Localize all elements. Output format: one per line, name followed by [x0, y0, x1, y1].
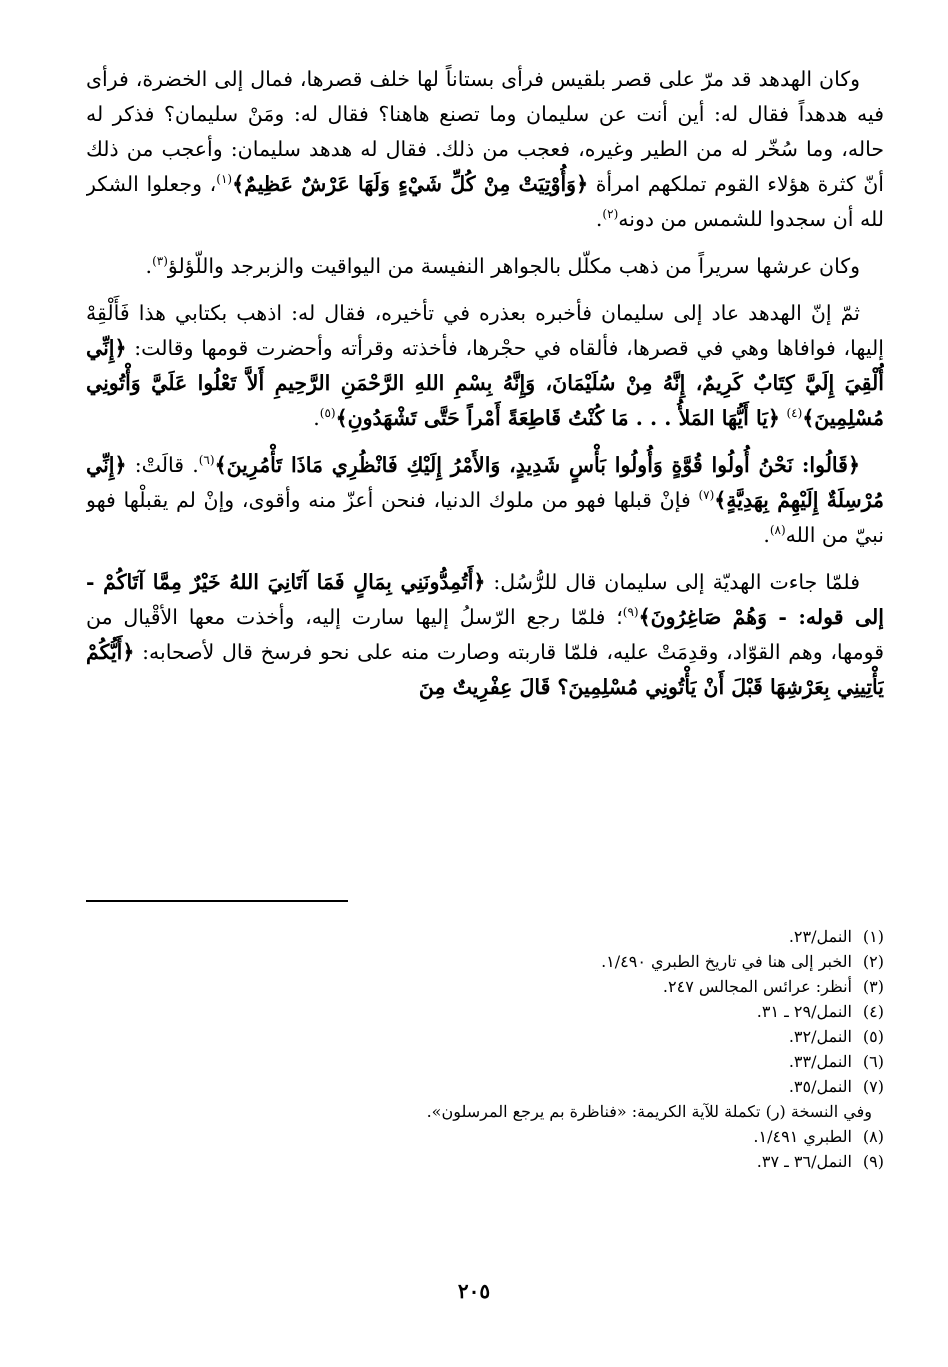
text-run: وكان الهدهد قد مرّ على قصر بلقيس فرأى بستاناً لها خلف قصرها، فمال إلى الخضرة، فرأى فيه هدهداً فقال له: أين أنت عن سليمان وما تصنع هاهنا؟ فقال له: ومَنْ سليمان؟ فذكر له حاله، وما سُخّر له من الطير وغيره، فعجب من ذلك. فقال له هدهد سليمان: وأعجب من ذلك أنّ كثرة هؤلاء القوم تملكهم امرأة [86, 67, 884, 196]
quran-quote: ﴿إِنِّي مُرْسِلَةٌ إِلَيْهِمْ بِهَدِيَّةٍ﴾ [86, 453, 884, 512]
footnote-separator [86, 900, 348, 902]
footnote-number: (٦) [862, 1052, 884, 1071]
footnote-number: (٨) [862, 1127, 884, 1146]
text-run: . [595, 207, 603, 231]
footnote-number: (٩) [862, 1152, 884, 1171]
text-run: فلمّا جاءت الهديّة إلى سليمان قال للرُّسُل: [485, 570, 860, 594]
paragraph [86, 62, 884, 237]
footnote-text: أنظر: عرائس المجالس ٢٤٧. [662, 977, 852, 996]
text-run: وكان عرشها سريراً من ذهب مكلّل بالجواهر النفيسة من اليواقيت والزبرجد واللّؤلؤ [167, 254, 860, 278]
paragraph [86, 565, 884, 705]
quran-quote: ﴿إِنِّي أُلْقِيَ إِلَيَّ كِتَابٌ كَرِيمٌ، إِنَّهُ مِنْ سُلَيْمَانَ، وَإِنَّهُ بِسْمِ اللهِ الرَّحْمَنِ الرَّحِيمِ أَلاَّ تَعْلُوا عَلَيَّ وَأْتُونِي مُسْلِمِينَ﴾ [86, 336, 884, 430]
paragraph [86, 249, 884, 284]
footnote-number: (٤) [862, 1002, 884, 1021]
footnote-number: (٢) [862, 952, 884, 971]
footnotes [86, 924, 884, 1174]
main-text [86, 62, 884, 900]
footnote-ref: (٣) [152, 254, 168, 269]
footnote [86, 1049, 884, 1074]
text-run: . قالَتْ: [126, 453, 199, 477]
paragraph [86, 448, 884, 553]
quran-quote: ﴿أَيُّكُمْ يَأْتِينِي بِعَرْشِهَا قَبْلَ أَنْ يَأْتُونِي مُسْلِمِينَ؟ قَالَ عِفْرِيتٌ مِنَ [86, 640, 884, 699]
footnote [86, 1024, 884, 1049]
footnote-ref: (١) [216, 172, 233, 187]
footnote-ref: (٥) [319, 406, 336, 421]
footnote-text: الطبري ١/٤٩١. [753, 1127, 852, 1146]
page-number: ٢٠٥ [457, 1281, 491, 1303]
footnote-separator-wrap [86, 900, 884, 902]
quran-quote: ﴿قَالُوا: نَحْنُ أُولُوا قُوَّةٍ وَأُولُوا بَأْسٍ شَدِيدٍ، وَالأَمْرُ إِلَيْكِ فَانْظُرِي مَاذَا تَأْمُرِينَ﴾ [214, 453, 860, 477]
footnote-ref: (٤) [786, 406, 803, 421]
footnote-text: النمل/٣٦ ـ ٣٧. [756, 1152, 852, 1171]
footnote-text: النمل/٣٢. [788, 1027, 852, 1046]
footnote-ref: (٧) [698, 488, 715, 503]
footnote-ref: (٨) [769, 523, 786, 538]
quran-quote: ﴿أَتُمِدُّونَنِي بِمَالٍ فَمَا آتَانِيَ اللهُ خَيْرٌ مِمَّا آتَاكُمْ - إلى قوله: - وَهُمْ صَاغِرُونَ﴾ [86, 570, 884, 629]
text-run: فإنْ قبلها فهو من ملوك الدنيا، فنحن أعزّ منه وأقوى، وإنْ لم يقبلْها فهو نبيّ من الله [86, 488, 884, 547]
footnote [86, 974, 884, 999]
footnote-number: (١) [862, 927, 884, 946]
footnote-number: (٧) [862, 1077, 884, 1096]
footnote-ref: (٩) [622, 605, 639, 620]
quran-quote: ﴿يَا أَيُّهَا المَلأُ . . . مَا كُنْتُ قَاطِعَةً أَمْراً حَتَّى تَشْهَدُونِ﴾ [335, 406, 780, 430]
footnote [86, 924, 884, 949]
text-run: . [145, 254, 153, 278]
text-run: . [313, 406, 320, 430]
text-run: ؛ فلمّا رجع الرّسلُ إليها سارت إليه، وأخذت معها الأقْيال من قومها، وهم القوّاد، وقدِمَتْ عليه، فلمّا قاربته وصارت منه على نحو فرسخ قال لأصحابه: [86, 605, 884, 664]
footnote-text: وفي النسخة (ر) تكملة للآية الكريمة: «فناظرة بم يرجع المرسلون». [426, 1102, 872, 1121]
text-run: ثمّ إنّ الهدهد عاد إلى سليمان فأخبره بعذره في تأخيره، فقال له: اذهب بكتابي هذا فَأَلْقِهْ إليها، فوافاها وهي في قصرها، فألقاه في حجْرها، فأخذته وقرأته وأحضرت قومها وقالت: [86, 301, 884, 360]
footnote-ref: (٦) [198, 453, 215, 468]
footnote-text: النمل/٣٣. [788, 1052, 852, 1071]
footnote [86, 949, 884, 974]
footnote-text: النمل/٢٩ ـ ٣١. [756, 1002, 852, 1021]
text-run: ، وجعلوا الشكر لله أن سجدوا للشمس من دونه [86, 172, 884, 231]
text-run: . [763, 523, 770, 547]
footnote-ref: (٢) [602, 207, 619, 222]
paragraph [86, 296, 884, 436]
footnote-number: (٥) [862, 1027, 884, 1046]
footnote-text: الخبر إلى هنا في تاريخ الطبري ١/٤٩٠. [601, 952, 852, 971]
footnote [86, 1149, 884, 1174]
footnote [86, 1074, 884, 1099]
footnote [86, 1124, 884, 1149]
footnote [86, 999, 884, 1024]
footnote-number: (٣) [862, 977, 884, 996]
footnote-note [86, 1099, 884, 1124]
footnote-text: النمل/٢٣. [788, 927, 852, 946]
footnote-text: النمل/٣٥. [788, 1077, 852, 1096]
quran-quote: ﴿وَأُوْتِيَتْ مِنْ كُلِّ شَيْءٍ وَلَهَا عَرْشٌ عَظِيمٌ﴾ [232, 172, 589, 196]
